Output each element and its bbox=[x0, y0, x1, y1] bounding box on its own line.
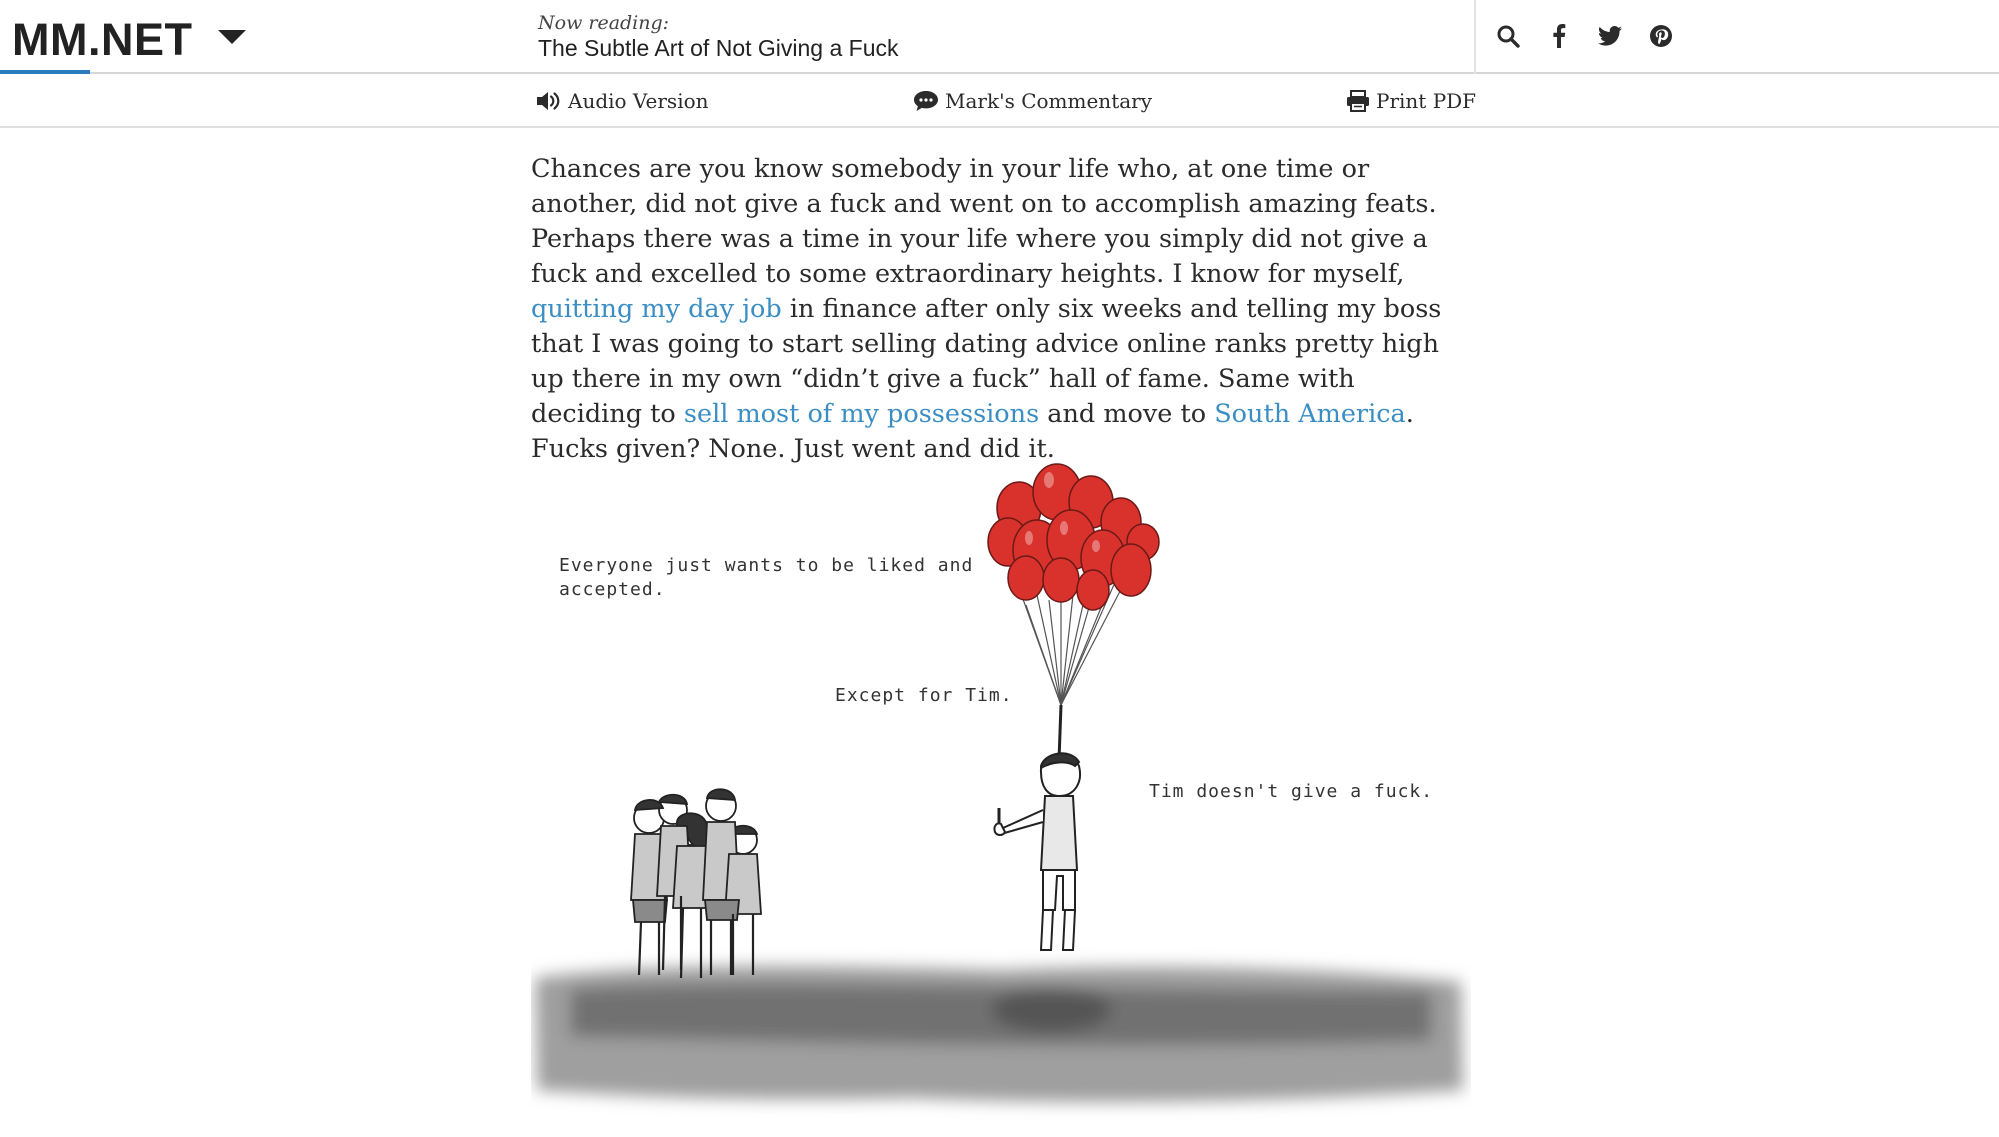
link-sell-possessions[interactable]: sell most of my possessions bbox=[683, 399, 1040, 429]
speaker-icon bbox=[536, 90, 562, 112]
reading-toolbar bbox=[0, 76, 1999, 128]
now-reading bbox=[538, 12, 899, 62]
article-text: . Fucks given? None. Just went and did it. bbox=[531, 399, 1414, 464]
header-icon-group bbox=[1490, 18, 1694, 54]
site-logo[interactable]: MM.NET bbox=[12, 14, 193, 65]
top-header bbox=[0, 0, 1999, 74]
article-paragraph bbox=[531, 152, 1471, 467]
printer-icon bbox=[1346, 90, 1370, 112]
commentary-button[interactable] bbox=[913, 86, 1152, 116]
facebook-icon[interactable] bbox=[1541, 18, 1577, 54]
article-illustration bbox=[531, 430, 1471, 1120]
audio-version-button[interactable] bbox=[536, 86, 709, 116]
twitter-icon[interactable] bbox=[1592, 18, 1628, 54]
link-quitting-day-job[interactable]: quitting my day job bbox=[531, 294, 782, 324]
now-reading-label: Now reading: bbox=[538, 12, 670, 34]
link-south-america[interactable]: South America bbox=[1214, 399, 1406, 429]
caption-tim: Tim doesn't give a fuck. bbox=[1149, 781, 1434, 802]
illustration-drawing bbox=[531, 430, 1471, 1120]
caption-except-tim: Except for Tim. bbox=[835, 685, 1013, 706]
commentary-label: Mark's Commentary bbox=[945, 89, 1153, 113]
tim-figure bbox=[994, 705, 1080, 950]
print-pdf-label: Print PDF bbox=[1376, 89, 1477, 113]
active-indicator bbox=[0, 70, 90, 74]
pinterest-icon[interactable] bbox=[1643, 18, 1679, 54]
header-divider bbox=[1474, 0, 1476, 74]
article-text: Chances are you know somebody in your life who, at one time or another, did not give a fuck and went on to accomplish amazing feats. Perhaps there was a time in your life where you simply did not give a fuck and excelled to some extraordinary heights. I know for myself, bbox=[531, 154, 1437, 289]
ground-shadow bbox=[535, 966, 1463, 1102]
audio-version-label: Audio Version bbox=[568, 89, 709, 113]
article-text: in finance after only six weeks and telling my boss that I was going to start selling dating advice online ranks pretty high up there in my own “didn’t give a fuck” hall of fame. Same with deciding to bbox=[531, 294, 1442, 429]
print-pdf-button[interactable] bbox=[1346, 86, 1476, 116]
caption-everyone: Everyone just wants to be liked and accepted. bbox=[559, 555, 974, 600]
crowd-figures bbox=[631, 789, 761, 978]
comment-icon bbox=[913, 90, 939, 112]
chevron-down-icon[interactable] bbox=[218, 30, 246, 44]
search-icon[interactable] bbox=[1490, 18, 1526, 54]
article-text: and move to bbox=[1039, 399, 1215, 429]
now-reading-title[interactable]: The Subtle Art of Not Giving a Fuck bbox=[538, 35, 899, 61]
